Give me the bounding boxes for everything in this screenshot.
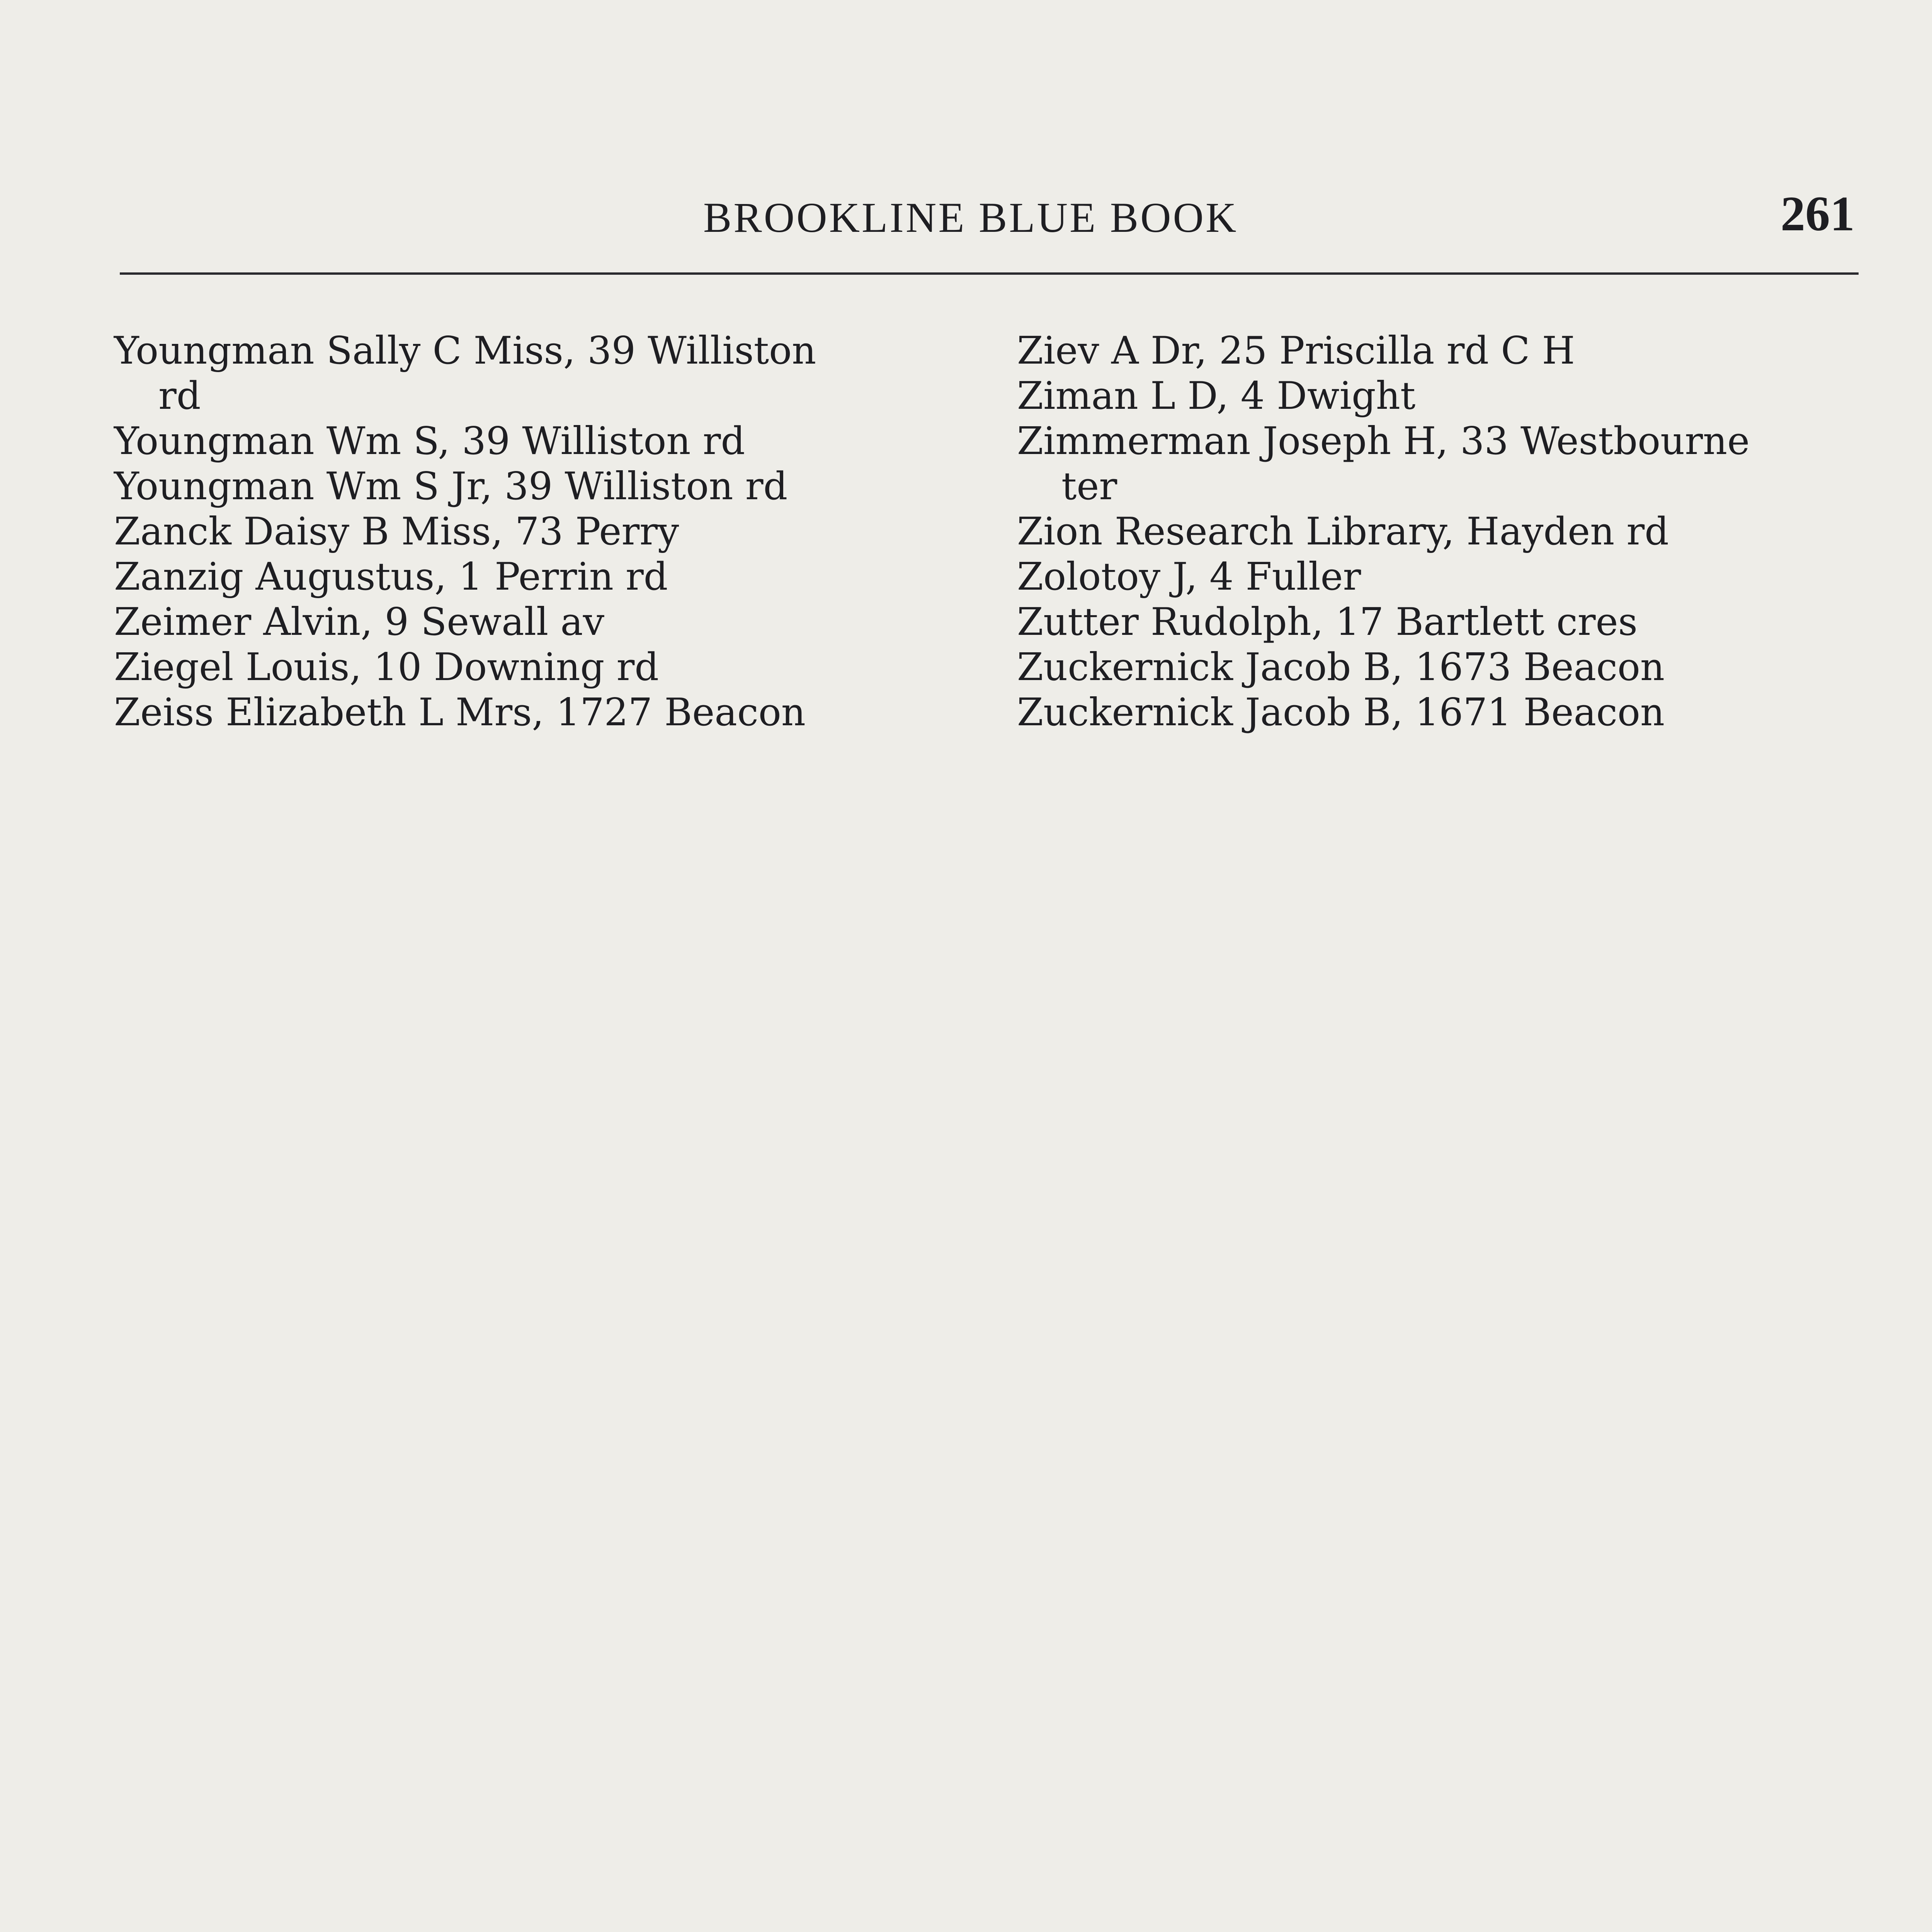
directory-entry: Zeimer Alvin, 9 Sewall av xyxy=(114,600,605,644)
directory-column-left xyxy=(114,328,964,735)
directory-entry: Zimmerman Joseph H, 33 Westbourne xyxy=(1017,419,1750,463)
directory-entry: Zanzig Augustus, 1 Perrin rd xyxy=(114,555,668,599)
page-number: 261 xyxy=(1781,186,1855,241)
directory-entry: Youngman Wm S Jr, 39 Williston rd xyxy=(114,464,788,509)
directory-entry: Zuckernick Jacob B, 1671 Beacon xyxy=(1017,690,1665,735)
header-rule xyxy=(120,272,1859,275)
directory-entry: Ziegel Louis, 10 Downing rd xyxy=(114,645,659,689)
directory-entry: Ziman L D, 4 Dwight xyxy=(1017,374,1416,418)
directory-entry: Zeiss Elizabeth L Mrs, 1727 Beacon xyxy=(114,690,806,735)
directory-entry: Youngman Sally C Miss, 39 Williston xyxy=(114,329,816,373)
directory-entry: Youngman Wm S, 39 Williston rd xyxy=(114,419,745,463)
directory-entry-continuation: ter xyxy=(1061,464,1117,509)
directory-entry: Zion Research Library, Hayden rd xyxy=(1017,510,1669,554)
directory-entry: Ziev A Dr, 25 Priscilla rd C H xyxy=(1017,329,1575,373)
page-header xyxy=(116,185,1855,255)
directory-entry: Zutter Rudolph, 17 Bartlett cres xyxy=(1017,600,1638,644)
directory-column-right xyxy=(1017,328,1867,735)
running-title: BROOKLINE BLUE BOOK xyxy=(703,194,1238,241)
directory-entry-continuation: rd xyxy=(158,374,201,418)
directory-entry: Zuckernick Jacob B, 1673 Beacon xyxy=(1017,645,1665,689)
directory-entry: Zolotoy J, 4 Fuller xyxy=(1017,555,1361,599)
directory-entry: Zanck Daisy B Miss, 73 Perry xyxy=(114,510,679,554)
